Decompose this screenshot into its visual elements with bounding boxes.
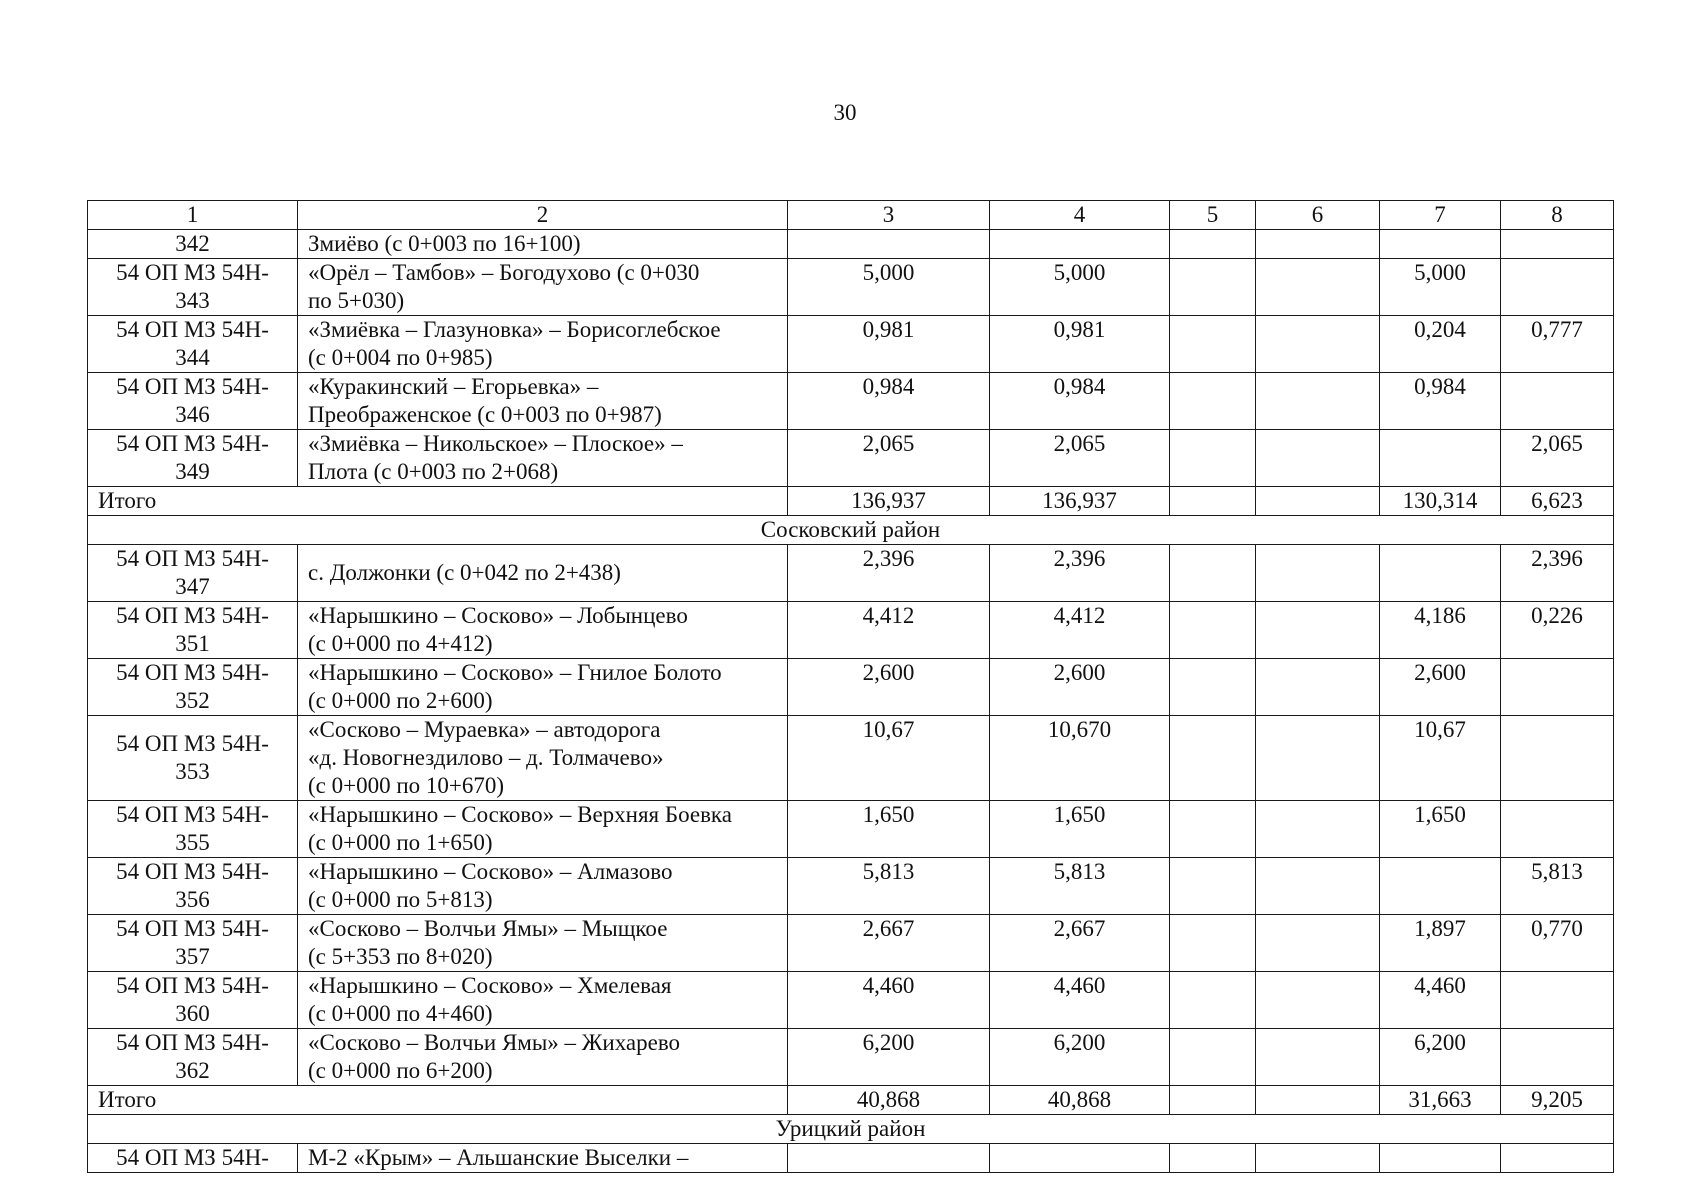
length-value-c6 bbox=[1256, 259, 1380, 316]
length-value-c8: 5,813 bbox=[1501, 858, 1614, 915]
road-code-line: 344 bbox=[175, 345, 210, 370]
length-value-c3: 10,67 bbox=[788, 716, 990, 801]
length-value-c8 bbox=[1501, 659, 1614, 716]
length-value-c5 bbox=[1170, 716, 1256, 801]
length-value-c8: 2,396 bbox=[1501, 545, 1614, 602]
length-value-c7: 2,600 bbox=[1380, 659, 1501, 716]
road-name-cell bbox=[298, 316, 788, 373]
length-value-c6 bbox=[1256, 545, 1380, 602]
table-row bbox=[88, 1029, 1614, 1086]
length-value-c5 bbox=[1170, 972, 1256, 1029]
table-row bbox=[88, 259, 1614, 316]
road-code-line: 54 ОП МЗ 54Н- bbox=[116, 1145, 269, 1170]
road-name-cell bbox=[298, 545, 788, 602]
total-value-c6 bbox=[1256, 1086, 1380, 1115]
length-value-c3: 0,981 bbox=[788, 316, 990, 373]
column-header: 3 bbox=[788, 201, 990, 230]
length-value-c3: 2,065 bbox=[788, 430, 990, 487]
road-name-line: (с 0+000 по 1+650) bbox=[308, 830, 493, 855]
road-name-line: (с 0+000 по 6+200) bbox=[308, 1058, 493, 1083]
length-value-c7 bbox=[1380, 545, 1501, 602]
road-name-cell bbox=[298, 602, 788, 659]
road-code-line: 362 bbox=[175, 1058, 210, 1083]
length-value-c6 bbox=[1256, 972, 1380, 1029]
length-value-c5 bbox=[1170, 545, 1256, 602]
total-row bbox=[88, 1086, 1614, 1115]
road-name-line: «Змиёвка – Никольское» – Плоское» – bbox=[308, 431, 683, 456]
road-name-line: «Сосково – Мураевка» – автодорога bbox=[308, 717, 661, 742]
length-value-c4 bbox=[990, 230, 1170, 259]
total-value-c7: 31,663 bbox=[1380, 1086, 1501, 1115]
road-code-cell bbox=[88, 972, 298, 1029]
length-value-c6 bbox=[1256, 915, 1380, 972]
total-value-c4: 136,937 bbox=[990, 487, 1170, 516]
road-code-line: 353 bbox=[175, 759, 210, 784]
length-value-c4: 2,396 bbox=[990, 545, 1170, 602]
column-number-header-row bbox=[88, 201, 1614, 230]
road-name-cell bbox=[298, 858, 788, 915]
length-value-c8: 0,770 bbox=[1501, 915, 1614, 972]
length-value-c5 bbox=[1170, 602, 1256, 659]
length-value-c5 bbox=[1170, 430, 1256, 487]
road-name-line: Преображенское (с 0+003 по 0+987) bbox=[308, 402, 662, 427]
road-name-line: с. Должонки (с 0+042 по 2+438) bbox=[308, 560, 621, 585]
road-code-cell bbox=[88, 316, 298, 373]
length-value-c6 bbox=[1256, 373, 1380, 430]
table-row bbox=[88, 716, 1614, 801]
total-value-c8: 9,205 bbox=[1501, 1086, 1614, 1115]
length-value-c4: 0,981 bbox=[990, 316, 1170, 373]
road-code-line: 343 bbox=[175, 288, 210, 313]
length-value-c4: 1,650 bbox=[990, 801, 1170, 858]
total-value-c4: 40,868 bbox=[990, 1086, 1170, 1115]
road-code-line: 54 ОП МЗ 54Н- bbox=[116, 916, 269, 941]
road-code-line: 347 bbox=[175, 574, 210, 599]
length-value-c5 bbox=[1170, 1029, 1256, 1086]
length-value-c6 bbox=[1256, 230, 1380, 259]
table-row bbox=[88, 659, 1614, 716]
length-value-c8 bbox=[1501, 801, 1614, 858]
table-row bbox=[88, 915, 1614, 972]
road-code-cell bbox=[88, 858, 298, 915]
length-value-c7: 4,460 bbox=[1380, 972, 1501, 1029]
length-value-c7 bbox=[1380, 1144, 1501, 1173]
road-code-cell bbox=[88, 1029, 298, 1086]
page-number: 30 bbox=[833, 100, 857, 125]
road-name-line: «Нарышкино – Сосково» – Гнилое Болото bbox=[308, 660, 722, 685]
length-value-c3: 4,412 bbox=[788, 602, 990, 659]
road-code-cell bbox=[88, 230, 298, 259]
road-code-line: 346 bbox=[175, 402, 210, 427]
road-name-cell bbox=[298, 716, 788, 801]
total-value-c5 bbox=[1170, 1086, 1256, 1115]
road-code-line: 349 bbox=[175, 459, 210, 484]
length-value-c4: 5,000 bbox=[990, 259, 1170, 316]
length-value-c4: 5,813 bbox=[990, 858, 1170, 915]
length-value-c3 bbox=[788, 1144, 990, 1173]
district-heading: Урицкий район bbox=[88, 1115, 1614, 1144]
road-code-cell bbox=[88, 430, 298, 487]
road-code-cell bbox=[88, 602, 298, 659]
road-code-line: 54 ОП МЗ 54Н- bbox=[116, 603, 269, 628]
road-name-line: (с 0+000 по 5+813) bbox=[308, 887, 493, 912]
table-row bbox=[88, 430, 1614, 487]
length-value-c8 bbox=[1501, 373, 1614, 430]
length-value-c5 bbox=[1170, 230, 1256, 259]
road-name-cell bbox=[298, 1144, 788, 1173]
length-value-c4 bbox=[990, 1144, 1170, 1173]
road-name-cell bbox=[298, 259, 788, 316]
road-code-line: 54 ОП МЗ 54Н- bbox=[116, 260, 269, 285]
length-value-c8 bbox=[1501, 972, 1614, 1029]
total-row bbox=[88, 487, 1614, 516]
total-value-c8: 6,623 bbox=[1501, 487, 1614, 516]
roads-register-table bbox=[87, 200, 1614, 1173]
district-heading: Сосковский район bbox=[88, 516, 1614, 545]
length-value-c4: 6,200 bbox=[990, 1029, 1170, 1086]
road-name-line: «Нарышкино – Сосково» – Лобынцево bbox=[308, 603, 688, 628]
table-row bbox=[88, 801, 1614, 858]
length-value-c8 bbox=[1501, 716, 1614, 801]
road-name-line: Плота (с 0+003 по 2+068) bbox=[308, 459, 559, 484]
road-name-line: (с 0+000 по 4+460) bbox=[308, 1001, 493, 1026]
length-value-c6 bbox=[1256, 1029, 1380, 1086]
column-header: 2 bbox=[298, 201, 788, 230]
road-code-cell bbox=[88, 259, 298, 316]
road-name-line: по 5+030) bbox=[308, 288, 405, 313]
table-row bbox=[88, 373, 1614, 430]
length-value-c3: 2,396 bbox=[788, 545, 990, 602]
road-code-line: 54 ОП МЗ 54Н- bbox=[116, 431, 269, 456]
length-value-c5 bbox=[1170, 801, 1256, 858]
road-code-line: 54 ОП МЗ 54Н- bbox=[116, 859, 269, 884]
length-value-c7 bbox=[1380, 230, 1501, 259]
road-name-line: «Куракинский – Егорьевка» – bbox=[308, 374, 599, 399]
road-name-cell bbox=[298, 230, 788, 259]
total-label: Итого bbox=[88, 1086, 788, 1115]
road-code-line: 54 ОП МЗ 54Н- bbox=[116, 802, 269, 827]
length-value-c5 bbox=[1170, 373, 1256, 430]
road-code-line: 54 ОП МЗ 54Н- bbox=[116, 973, 269, 998]
length-value-c3: 2,667 bbox=[788, 915, 990, 972]
road-name-cell bbox=[298, 373, 788, 430]
road-code-line: 357 bbox=[175, 944, 210, 969]
length-value-c8 bbox=[1501, 1144, 1614, 1173]
road-name-line: «д. Новогнездилово – д. Толмачево» bbox=[308, 745, 664, 770]
road-code-cell bbox=[88, 545, 298, 602]
length-value-c6 bbox=[1256, 602, 1380, 659]
length-value-c8 bbox=[1501, 1029, 1614, 1086]
length-value-c8: 2,065 bbox=[1501, 430, 1614, 487]
district-heading-row bbox=[88, 516, 1614, 545]
road-code-cell bbox=[88, 659, 298, 716]
road-name-line: «Змиёвка – Глазуновка» – Борисоглебское bbox=[308, 317, 721, 342]
length-value-c5 bbox=[1170, 915, 1256, 972]
length-value-c4: 2,667 bbox=[990, 915, 1170, 972]
road-code-line: 54 ОП МЗ 54Н- bbox=[116, 660, 269, 685]
length-value-c6 bbox=[1256, 801, 1380, 858]
length-value-c5 bbox=[1170, 316, 1256, 373]
length-value-c3: 4,460 bbox=[788, 972, 990, 1029]
total-value-c5 bbox=[1170, 487, 1256, 516]
table-row bbox=[88, 972, 1614, 1029]
road-name-line: «Орёл – Тамбов» – Богодухово (с 0+030 bbox=[308, 260, 700, 285]
road-name-line: «Нарышкино – Сосково» – Алмазово bbox=[308, 859, 673, 884]
length-value-c7: 0,204 bbox=[1380, 316, 1501, 373]
road-code-line: 54 ОП МЗ 54Н- bbox=[116, 374, 269, 399]
total-label: Итого bbox=[88, 487, 788, 516]
length-value-c5 bbox=[1170, 659, 1256, 716]
length-value-c6 bbox=[1256, 430, 1380, 487]
total-value-c7: 130,314 bbox=[1380, 487, 1501, 516]
length-value-c7: 4,186 bbox=[1380, 602, 1501, 659]
road-name-cell bbox=[298, 1029, 788, 1086]
length-value-c6 bbox=[1256, 1144, 1380, 1173]
table-row bbox=[88, 545, 1614, 602]
length-value-c8: 0,777 bbox=[1501, 316, 1614, 373]
total-value-c3: 136,937 bbox=[788, 487, 990, 516]
length-value-c4: 2,065 bbox=[990, 430, 1170, 487]
road-name-line: Змиёво (с 0+003 по 16+100) bbox=[308, 231, 581, 256]
length-value-c3: 5,000 bbox=[788, 259, 990, 316]
length-value-c4: 4,460 bbox=[990, 972, 1170, 1029]
road-code-line: 360 bbox=[175, 1001, 210, 1026]
road-code-line: 352 bbox=[175, 688, 210, 713]
length-value-c5 bbox=[1170, 1144, 1256, 1173]
length-value-c5 bbox=[1170, 858, 1256, 915]
length-value-c6 bbox=[1256, 716, 1380, 801]
road-name-cell bbox=[298, 972, 788, 1029]
table-row bbox=[88, 230, 1614, 259]
length-value-c4: 2,600 bbox=[990, 659, 1170, 716]
table-row bbox=[88, 602, 1614, 659]
road-code-cell bbox=[88, 1144, 298, 1173]
road-code-line: 54 ОП МЗ 54Н- bbox=[116, 546, 269, 571]
road-name-line: «Сосково – Волчьи Ямы» – Мыщкое bbox=[308, 916, 668, 941]
road-name-line: «Сосково – Волчьи Ямы» – Жихарево bbox=[308, 1030, 681, 1055]
column-header: 5 bbox=[1170, 201, 1256, 230]
length-value-c8 bbox=[1501, 259, 1614, 316]
road-name-cell bbox=[298, 430, 788, 487]
district-heading-row bbox=[88, 1115, 1614, 1144]
road-name-cell bbox=[298, 801, 788, 858]
length-value-c4: 10,670 bbox=[990, 716, 1170, 801]
road-code-cell bbox=[88, 801, 298, 858]
length-value-c3 bbox=[788, 230, 990, 259]
table-row bbox=[88, 316, 1614, 373]
length-value-c3: 5,813 bbox=[788, 858, 990, 915]
road-code-line: 54 ОП МЗ 54Н- bbox=[116, 1030, 269, 1055]
length-value-c4: 0,984 bbox=[990, 373, 1170, 430]
length-value-c7: 6,200 bbox=[1380, 1029, 1501, 1086]
length-value-c3: 2,600 bbox=[788, 659, 990, 716]
length-value-c7: 0,984 bbox=[1380, 373, 1501, 430]
length-value-c7: 10,67 bbox=[1380, 716, 1501, 801]
road-name-line: (с 0+000 по 4+412) bbox=[308, 631, 493, 656]
length-value-c6 bbox=[1256, 858, 1380, 915]
length-value-c7 bbox=[1380, 430, 1501, 487]
column-header: 4 bbox=[990, 201, 1170, 230]
length-value-c7 bbox=[1380, 858, 1501, 915]
length-value-c3: 6,200 bbox=[788, 1029, 990, 1086]
road-code-line: 356 bbox=[175, 887, 210, 912]
road-code-line: 342 bbox=[175, 231, 210, 256]
length-value-c3: 0,984 bbox=[788, 373, 990, 430]
table-row bbox=[88, 1144, 1614, 1173]
road-name-cell bbox=[298, 659, 788, 716]
column-header: 6 bbox=[1256, 201, 1380, 230]
road-code-cell bbox=[88, 716, 298, 801]
length-value-c8: 0,226 bbox=[1501, 602, 1614, 659]
length-value-c3: 1,650 bbox=[788, 801, 990, 858]
length-value-c7: 5,000 bbox=[1380, 259, 1501, 316]
length-value-c6 bbox=[1256, 659, 1380, 716]
road-name-line: (с 0+000 по 10+670) bbox=[308, 773, 505, 798]
road-code-line: 54 ОП МЗ 54Н- bbox=[116, 317, 269, 342]
road-code-line: 54 ОП МЗ 54Н- bbox=[116, 731, 269, 756]
length-value-c4: 4,412 bbox=[990, 602, 1170, 659]
road-code-cell bbox=[88, 373, 298, 430]
road-name-line: (с 0+004 по 0+985) bbox=[308, 345, 493, 370]
road-name-line: (с 0+000 по 2+600) bbox=[308, 688, 493, 713]
total-value-c6 bbox=[1256, 487, 1380, 516]
road-name-line: «Нарышкино – Сосково» – Хмелевая bbox=[308, 973, 672, 998]
road-name-line: «Нарышкино – Сосково» – Верхняя Боевка bbox=[308, 802, 732, 827]
road-name-line: М-2 «Крым» – Альшанские Выселки – bbox=[308, 1145, 689, 1170]
road-code-line: 351 bbox=[175, 631, 210, 656]
road-code-cell bbox=[88, 915, 298, 972]
length-value-c8 bbox=[1501, 230, 1614, 259]
table-row bbox=[88, 858, 1614, 915]
column-header: 7 bbox=[1380, 201, 1501, 230]
length-value-c7: 1,650 bbox=[1380, 801, 1501, 858]
length-value-c7: 1,897 bbox=[1380, 915, 1501, 972]
total-value-c3: 40,868 bbox=[788, 1086, 990, 1115]
road-name-cell bbox=[298, 915, 788, 972]
column-header: 8 bbox=[1501, 201, 1614, 230]
length-value-c5 bbox=[1170, 259, 1256, 316]
column-header: 1 bbox=[88, 201, 298, 230]
road-name-line: (с 5+353 по 8+020) bbox=[308, 944, 493, 969]
length-value-c6 bbox=[1256, 316, 1380, 373]
road-code-line: 355 bbox=[175, 830, 210, 855]
